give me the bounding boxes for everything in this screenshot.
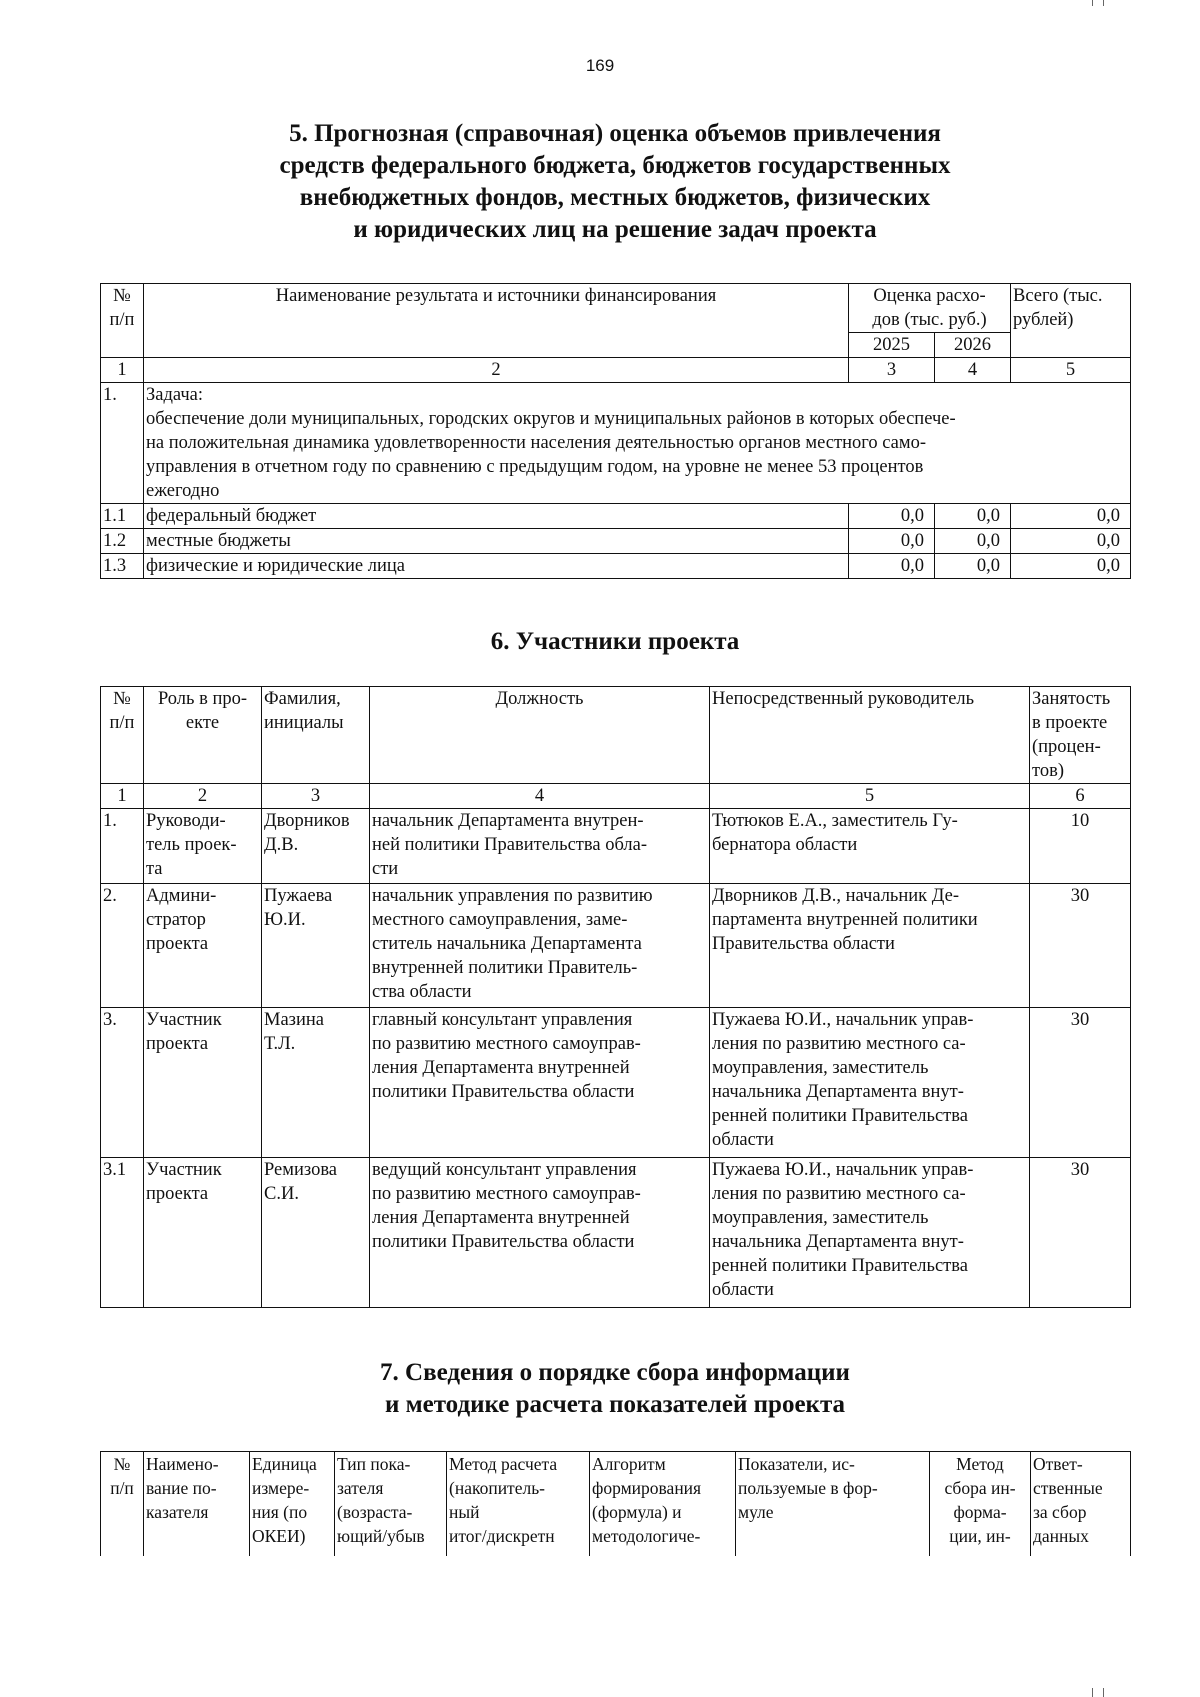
header-estimate: Оценка расхо- дов (тыс. руб.)	[849, 284, 1011, 333]
table-row: 1.2 местные бюджеты 0,0 0,0 0,0	[101, 529, 1131, 554]
header-year-2025: 2025	[849, 333, 935, 358]
participants-header-row: № п/п Роль в про- екте Фамилия, инициалы Должность Непосредственный руководитель Занятость в проекте (процен- тов)	[101, 687, 1131, 784]
table-row: 1. Руководи- тель проек- та Дворников Д.В. начальник Департамента внутрен- ней политики Правительства обла- сти Тютюков Е.А., заместитель Гу- бернатора области 10	[101, 809, 1131, 884]
page-number: 169	[585, 56, 615, 75]
task-description: Задача: обеспечение доли муниципальных, городских округов и муниципальных районов в которых обеспече- на положительная динамика удовлетворенности населения деятельностью органов местного само- управления в отчетном году по сравнению с предыдущим годом, на уровне не менее 53 процентов ежегодно	[144, 383, 1131, 504]
scan-mark-bottom	[1092, 1688, 1104, 1697]
section6-title: 6. Участники проекта	[490, 628, 740, 655]
indicators-table	[100, 1451, 1131, 1556]
header-total: Всего (тыс. рублей)	[1011, 284, 1131, 358]
table-row: 3. Участник проекта Мазина Т.Л. главный консультант управления по развитию местного самоуправ- ления Департамента внутренней политики Правительства области Пужаева Ю.И., начальник управ- ления по развитию местного са- моуправления, заместитель начальника Департамента внут- ренней политики Правительства области 30	[101, 1008, 1131, 1158]
table-row: 2. Админи- стратор проекта Пужаева Ю.И. начальник управления по развитию местного самоуправления, заме- ститель начальника Департамента внутренней политики Правитель- ства области Дворников Д.В., начальник Де- партамента внутренней политики Правительства области 30	[101, 884, 1131, 1008]
header-num: № п/п	[101, 284, 144, 358]
participants-table	[100, 686, 1131, 1308]
financing-table	[100, 283, 1131, 579]
table-row: 1.3 физические и юридические лица 0,0 0,0 0,0	[101, 554, 1131, 579]
scan-mark-top	[1092, 0, 1104, 6]
indicators-header-row: № п/п Наимено- вание по- казателя Единица измере- ния (по ОКЕИ) Тип пока- зателя (возраста- ющий/убыв Метод расчета (накопитель- ный итог/дискретн Алгоритм формирования (формула) и методологиче- Показатели, ис- пользуемые в фор- муле Метод сбора ин- форма- ции, ин- Ответ- ственные за сбор данных	[101, 1452, 1131, 1556]
table-row: 3.1 Участник проекта Ремизова С.И. ведущий консультант управления по развитию местного самоуправ- ления Департамента внутренней политики Правительства области Пужаева Ю.И., начальник управ- ления по развитию местного са- моуправления, заместитель начальника Департамента внут- ренней политики Правительства области 30	[101, 1158, 1131, 1308]
index-row: 1 2 3 4 5	[101, 358, 1131, 383]
table-row: 1.1 федеральный бюджет 0,0 0,0 0,0	[101, 504, 1131, 529]
header-year-2026: 2026	[935, 333, 1011, 358]
index-row: 1 2 3 4 5 6	[101, 784, 1131, 809]
header-name: Наименование результата и источники финансирования	[144, 284, 849, 358]
task-num: 1.	[101, 383, 144, 504]
task-row	[101, 383, 1131, 504]
section7-title: 7. Сведения о порядке сбора информации и методике расчета показателей проекта	[380, 1359, 850, 1418]
section5-title: 5. Прогнозная (справочная) оценка объемов привлечения средств федерального бюджета, бюджетов государственных внебюджетных фондов, местных бюджетов, физических и юридических лиц на решение задач проекта	[279, 120, 951, 243]
